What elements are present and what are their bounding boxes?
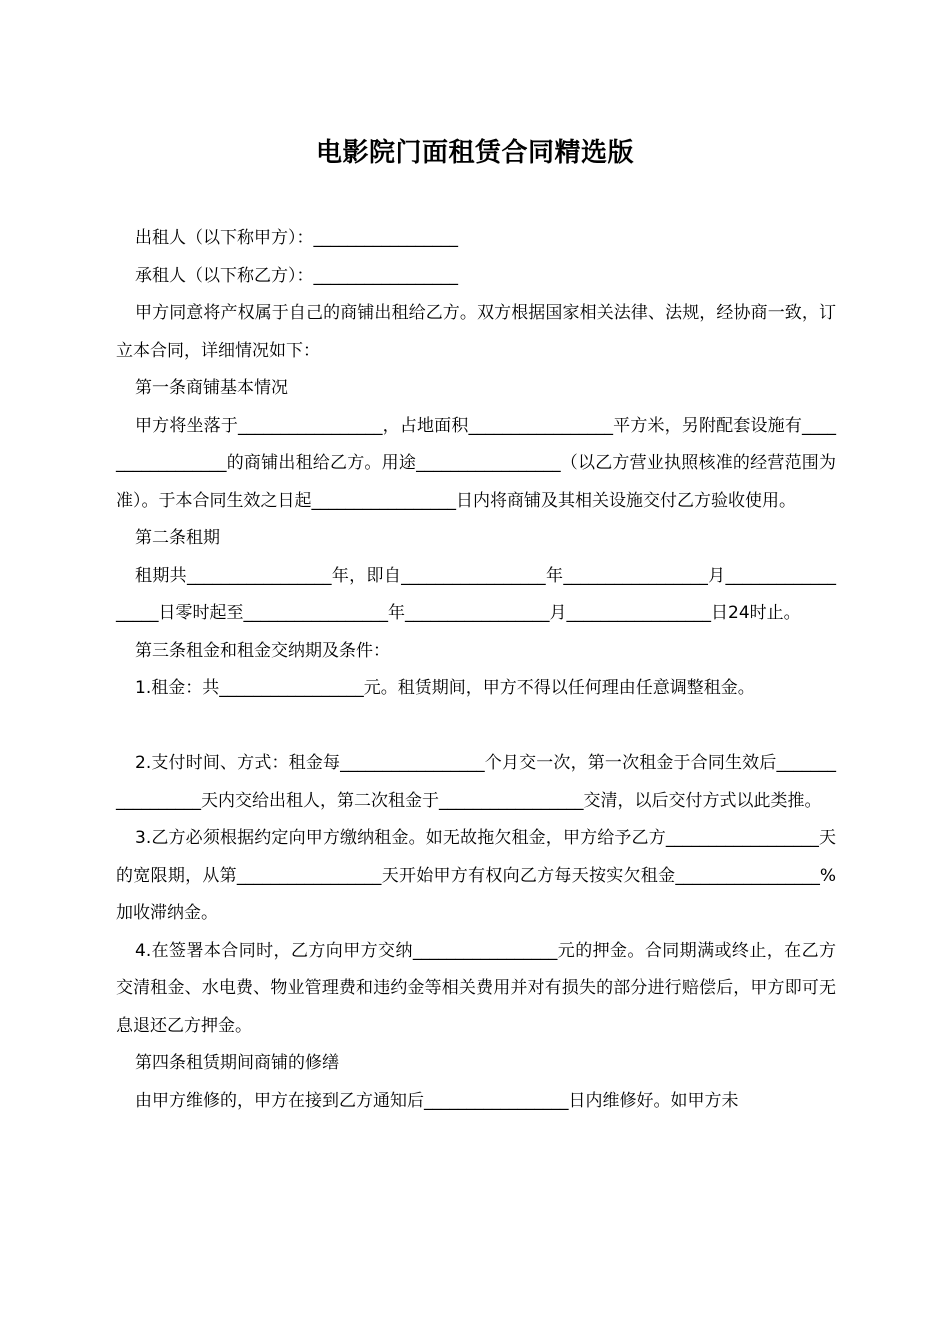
document-body — [116, 220, 836, 1120]
article-1-paragraph: 甲方将坐落于_________________，占地面积_________________平方米，另附配套设施有_________________的商铺出租给乙方。用途_________________（以乙方营业执照核准的经营范围为准）。于本合同生效之日起_________________日内将商铺及其相关设施交付乙方验收使用。 — [116, 415, 836, 511]
article-3-item-3: 3.乙方必须根据约定向甲方缴纳租金。如无故拖欠租金，甲方给予乙方__________________天的宽限期，从第_________________天开始甲方有权向乙方每天按实欠租金_________________%加收滞纳金。 — [116, 828, 836, 923]
lessee-line: 承租人（以下称乙方）：_________________ — [135, 265, 458, 286]
document-title: 电影院门面租赁合同精选版 — [315, 138, 634, 168]
article-4-heading: 第四条租赁期间商铺的修缮 — [135, 1053, 339, 1073]
article-3-item-4: 4.在签署本合同时，乙方向甲方交纳_________________元的押金。合同期满或终止，在乙方交清租金、水电费、物业管理费和违约金等相关费用并对有损失的部分进行赔偿后，甲方即可无息退还乙方押金。 — [116, 940, 836, 1036]
article-3-item-1: 1.租金：共_________________元。租赁期间，甲方不得以任何理由任意调整租金。 — [135, 678, 755, 698]
article-4-paragraph: 由甲方维修的，甲方在接到乙方通知后_________________日内维修好。如甲方未 — [135, 1090, 739, 1111]
lessor-line: 出租人（以下称甲方）：_________________ — [135, 228, 458, 248]
article-1-heading: 第一条商铺基本情况 — [135, 378, 288, 398]
preamble-paragraph: 甲方同意将产权属于自己的商铺出租给乙方。双方根据国家相关法律、法规，经协商一致，订立本合同，详细情况如下： — [116, 303, 836, 361]
article-3-item-2: 2.支付时间、方式：租金每_________________个月交一次，第一次租金于合同生效后_________________天内交给出租人，第二次租金于_________________交清，以后交付方式以此类推。 — [116, 753, 836, 811]
article-2-heading: 第二条租期 — [135, 528, 220, 548]
article-3-heading: 第三条租金和租金交纳期及条件： — [135, 640, 390, 661]
article-2-paragraph: 租期共_________________年，即自_________________年_________________月__________________日零时起至_________________年_________________月_________________日24时止。 — [116, 565, 836, 623]
